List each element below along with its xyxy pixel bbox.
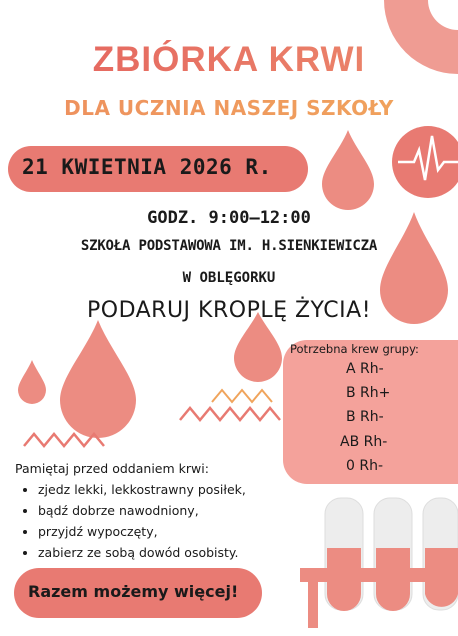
event-town: W OBLĘGORKU <box>182 270 276 286</box>
reminder-item: • przyjdź wypoczęty, <box>38 521 328 542</box>
zigzag-line-icon <box>24 434 104 446</box>
footer-text: Razem możemy więcej! <box>28 582 239 601</box>
zigzag-line-icon <box>212 390 272 402</box>
reminders-list <box>10 479 328 563</box>
reminder-item: • zabierz ze sobą dowód osobisty. <box>38 542 328 563</box>
event-hours: GODZ. 9:00–12:00 <box>147 208 311 228</box>
blood-drop-icon <box>18 360 46 404</box>
reminder-item: • bądź dobrze nawodniony, <box>38 500 328 521</box>
blood-groups-heading: Potrzebna krew grupy: <box>290 342 419 356</box>
event-date: 21 KWIETNIA 2026 R. <box>22 155 272 179</box>
blood-drop-icon <box>60 320 136 438</box>
zigzag-line-icon <box>180 408 280 420</box>
blood-group-item: B Rh+ <box>346 385 391 401</box>
blood-drop-icon <box>322 130 374 210</box>
blood-group-item: B Rh- <box>346 409 384 425</box>
reminder-item: • zjedz lekki, lekkostrawny posiłek, <box>38 479 328 500</box>
reminders-heading: Pamiętaj przed oddaniem krwi: <box>15 461 209 476</box>
event-school: SZKOŁA PODSTAWOWA IM. H.SIENKIEWICZA <box>80 238 378 254</box>
heartbeat-icon <box>392 126 458 198</box>
blood-group-item: A Rh- <box>346 361 384 377</box>
blood-group-item: AB Rh- <box>340 434 388 450</box>
page-subtitle: DLA UCZNIA NASZEJ SZKOŁY <box>0 96 458 120</box>
blood-group-item: 0 Rh- <box>346 458 384 474</box>
slogan: PODARUJ KROPLĘ ŻYCIA! <box>86 298 372 323</box>
page-title: ZBIÓRKA KRWI <box>0 40 458 80</box>
